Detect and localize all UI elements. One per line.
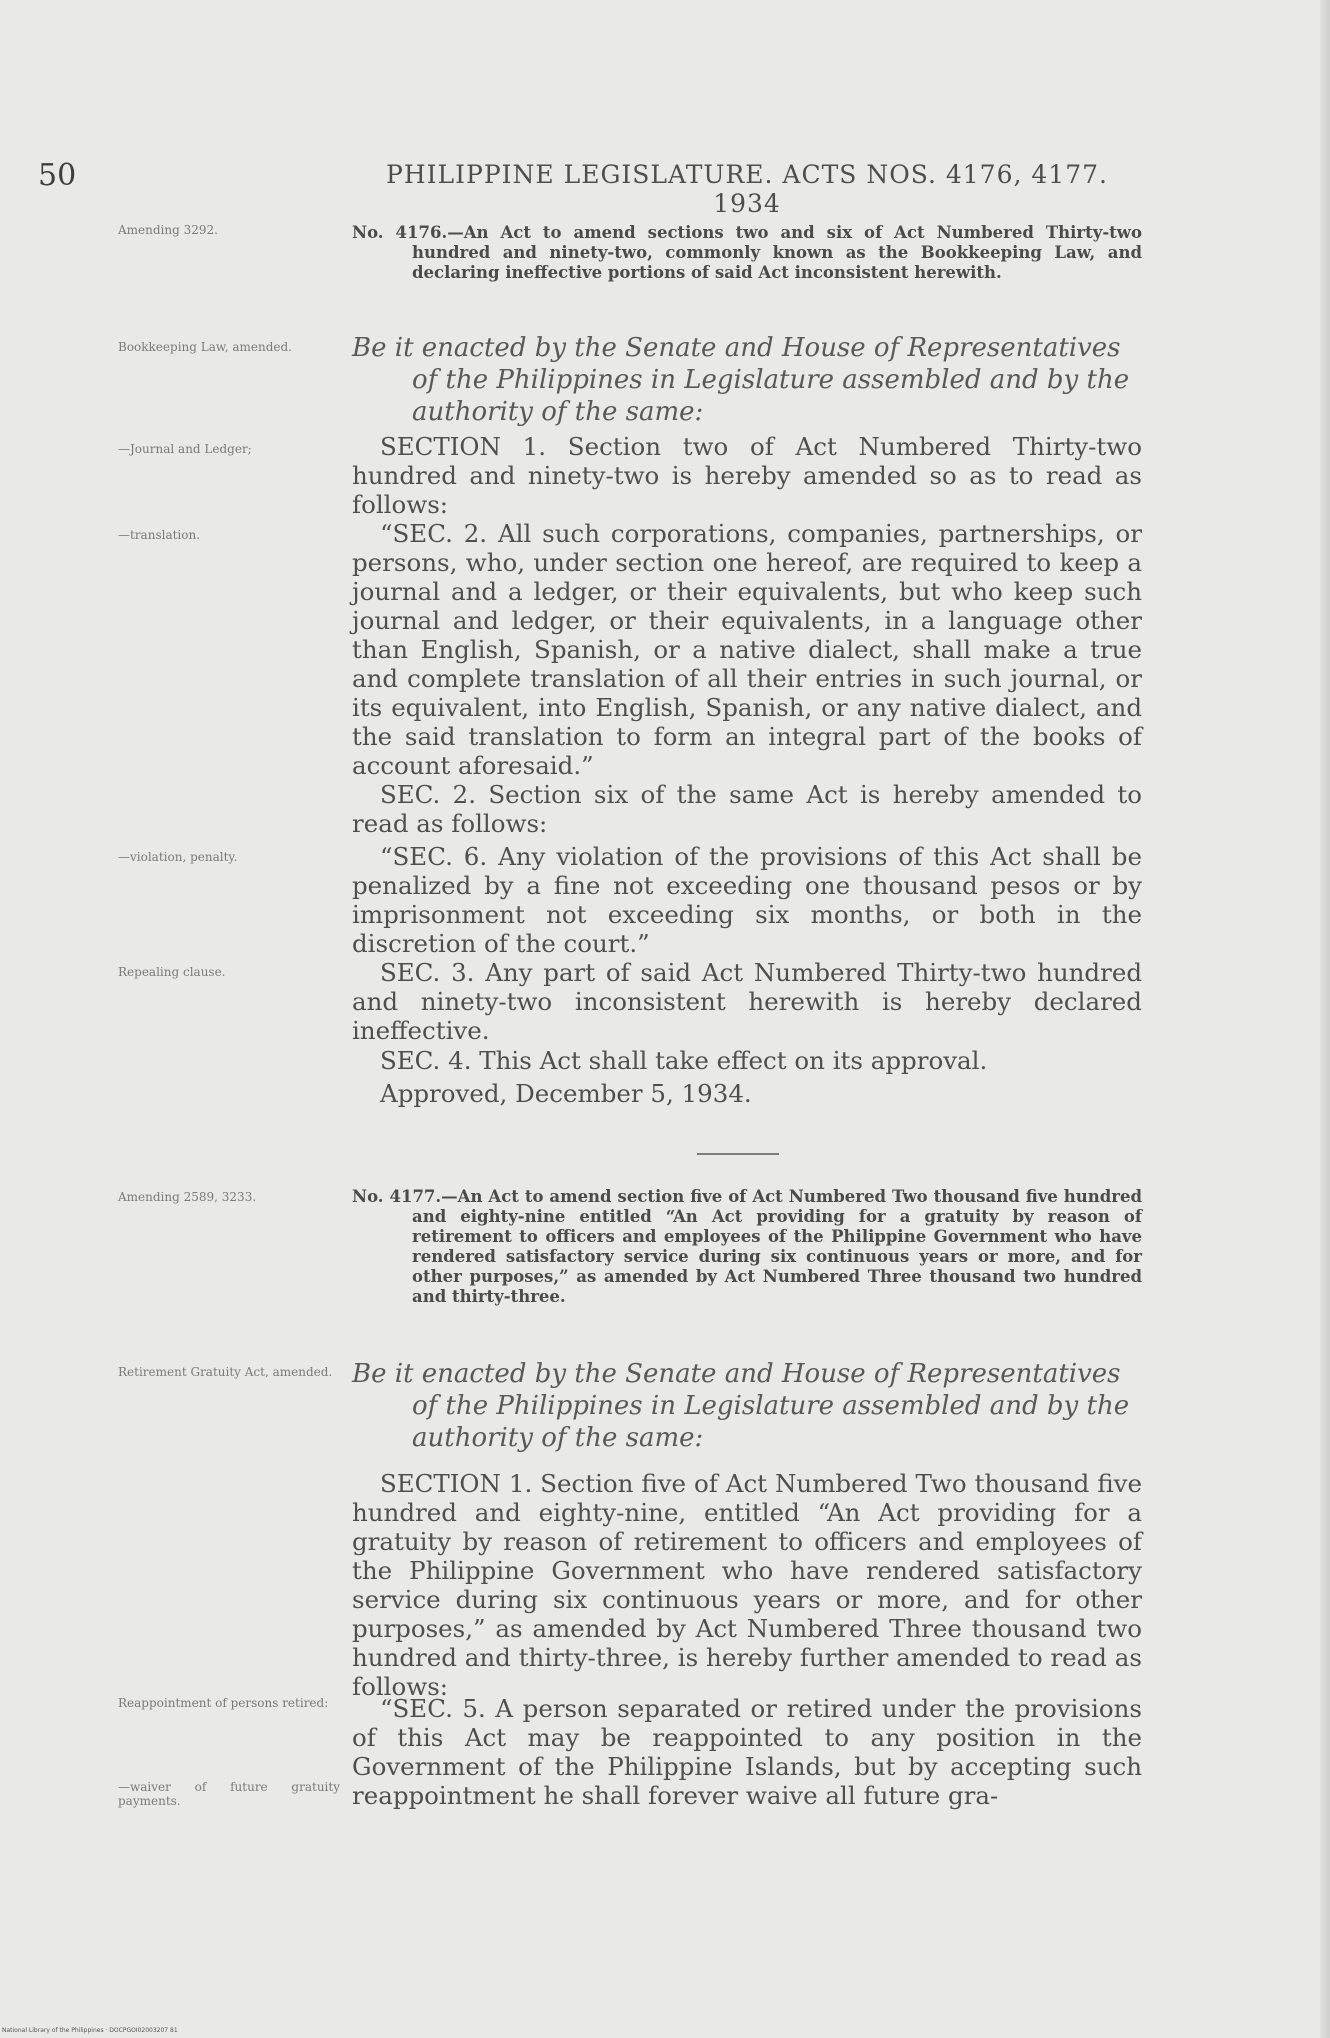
page-edge-shadow [1320,0,1330,2038]
act-4176-section-2: SEC. 2. Section six of the same Act is hereby amended to read as follows: [352,780,1142,838]
act-4176-enacting-clause [352,332,1142,428]
act-4176-enacting-text: Be it enacted by the Senate and House of Representatives of the Philippines in Legislature assembled and by the authority of the same: [352,333,1130,427]
margin-note-violation-penalty: —violation, penalty. [118,850,238,864]
margin-note-translation: —translation. [118,528,201,542]
margin-note-bookkeeping: Bookkeeping Law, amended. [118,340,292,354]
act-4176-section-1: SECTION 1. Section two of Act Numbered Thirty-two hundred and ninety-two is hereby amended so as to read as follows: [352,432,1142,519]
margin-note-journal-ledger: —Journal and Ledger; [118,442,252,456]
scan-credit-footer: National Library of the Philippines · DOCPGOI02003207 81 [2,2027,178,2034]
act-4176-quoted-sec-2: “SEC. 2. All such corporations, companies, partnerships, or persons, who, under section one hereof, are required to keep a journal and a ledger, or their equivalents, but who keep such journal and ledger, or their equivalents, in a language other than English, Spanish, or a native dialect, shall make a true and complete translation of all their entries in such journal, or its equivalent, into English, Spanish, or any native dialect, and the said translation to form an integral part of the books of account aforesaid.” [352,519,1142,780]
margin-note-repealing-clause: Repealing clause. [118,965,226,979]
act-4176-quoted-sec-6: “SEC. 6. Any violation of the provisions of this Act shall be penalized by a fine not exceeding one thousand pesos or by imprisonment not exceeding six months, or both in the discretion of the court.” [352,842,1142,958]
act-4177-title-text: No. 4177.—An Act to amend section five of Act Numbered Two thousand five hundred and eighty-nine entitled “An Act providing for a gratuity by reason of retirement to officers and employees of the Philippine Government who have rendered satisfactory service during six continuous years or more, and for other purposes,” as amended by Act Numbered Three thousand two hundred and thirty-three. [352,1187,1142,1306]
act-4176-section-3: SEC. 3. Any part of said Act Numbered Thirty-two hundred and ninety-two inconsistent herewith is hereby declared ineffective. [352,958,1142,1045]
running-head: PHILIPPINE LEGISLATURE. ACTS NOS. 4176, 4177. 1934 [386,160,1108,218]
act-4177-title [352,1187,1142,1307]
margin-note-amending-3292: Amending 3292. [118,223,218,237]
section-divider-rule [697,1153,779,1155]
act-4177-enacting-text: Be it enacted by the Senate and House of Representatives of the Philippines in Legislature assembled and by the authority of the same: [352,1359,1130,1453]
act-4176-title-text: No. 4176.—An Act to amend sections two and six of Act Numbered Thirty-two hundred and ninety-two, commonly known as the Bookkeeping Law, and declaring ineffective portions of said Act inconsistent herewith. [352,223,1142,282]
margin-note-amending-2589-3233: Amending 2589, 3233. [118,1190,257,1204]
act-4177-enacting-clause [352,1358,1142,1454]
act-4176-section-4: SEC. 4. This Act shall take effect on its approval. [380,1046,988,1075]
act-4176-title [352,223,1142,283]
act-4177-quoted-sec-5: “SEC. 5. A person separated or retired under the provisions of this Act may be reappointed to any position in the Government of the Philippine Islands, but by accepting such reappointment he shall forever waive all future gra- [352,1694,1142,1810]
act-4176-approval-date: Approved, December 5, 1934. [380,1079,752,1108]
margin-note-waiver: —waiver of future gratuity payments. [118,1780,340,1808]
margin-note-reappointment: Reappointment of persons retired: [118,1696,329,1710]
act-4177-section-1: SECTION 1. Section five of Act Numbered Two thousand five hundred and eighty-nine, entitled “An Act providing for a gratuity by reason of retirement to officers and employees of the Philippine Government who have rendered satisfactory service during six continuous years or more, and for other purposes,” as amended by Act Numbered Three thousand two hundred and thirty-three, is hereby further amended to read as follows: [352,1469,1142,1701]
margin-note-retirement-gratuity: Retirement Gratuity Act, amended. [118,1365,333,1379]
page-number: 50 [38,158,77,193]
